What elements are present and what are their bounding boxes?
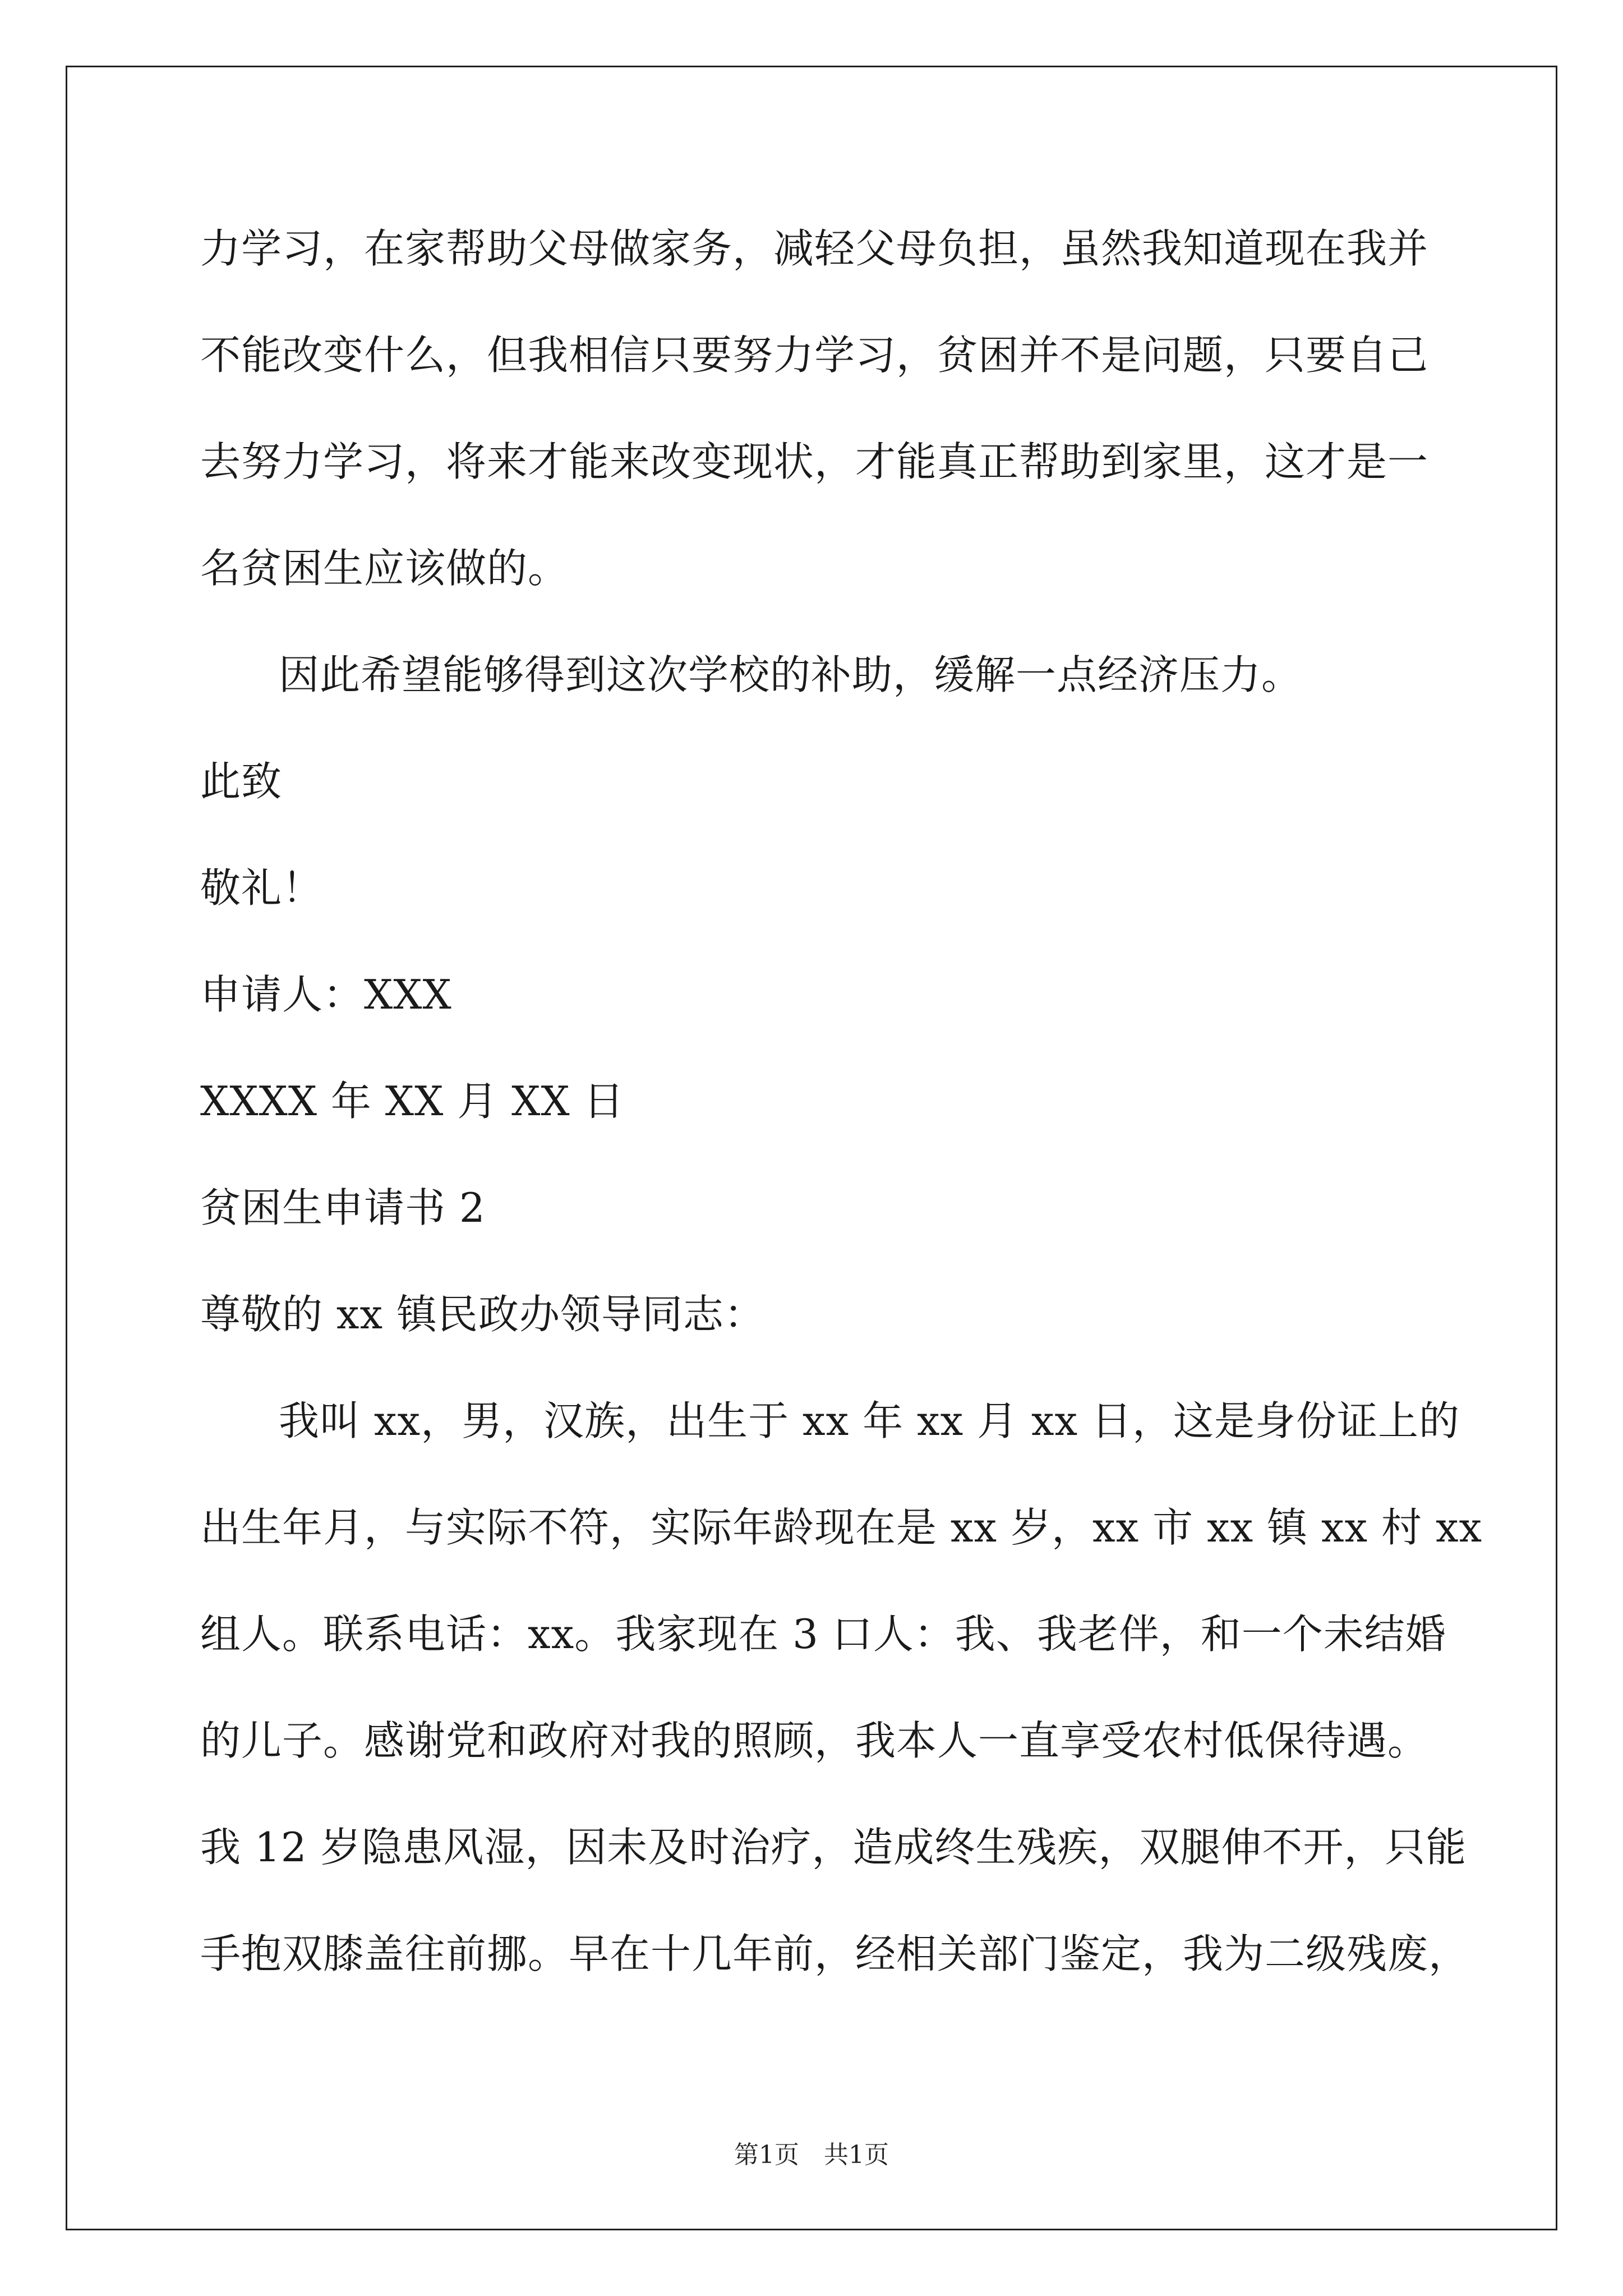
body-text-line: 去努力学习，将来才能来改变现状，才能真正帮助到家里，这才是一 <box>200 438 1429 485</box>
body-text-line: 不能改变什么，但我相信只要努力学习，贫困并不是问题，只要自己 <box>200 332 1429 379</box>
body-text-line: 力学习，在家帮助父母做家务，减轻父母负担，虽然我知道现在我并 <box>200 225 1429 272</box>
body-text-line: 出生年月，与实际不符，实际年龄现在是 xx 岁，xx 市 xx 镇 xx 村 xx <box>200 1504 1483 1551</box>
greeting-line: 尊敬的 xx 镇民政办领导同志： <box>200 1291 765 1338</box>
page-border <box>66 66 1557 2230</box>
body-text-line: 组人。联系电话：xx。我家现在 3 口人：我、我老伴，和一个未结婚 <box>200 1611 1446 1658</box>
section-title: 贫困生申请书 2 <box>200 1184 486 1231</box>
body-text-line: 的儿子。感谢党和政府对我的照顾，我本人一直享受农村低保待遇。 <box>200 1717 1429 1764</box>
applicant-name: 申请人：XXX <box>200 971 452 1018</box>
body-text-line: 名贫困生应该做的。 <box>200 545 569 592</box>
closing-salutation: 此致 <box>200 758 283 805</box>
body-text-line: 我 12 岁隐患风湿，因未及时治疗，造成终生残疾，双腿伸不开，只能 <box>200 1824 1467 1871</box>
date-line: XXXX 年 XX 月 XX 日 <box>200 1078 625 1125</box>
closing-regards: 敬礼！ <box>200 864 324 912</box>
page-footer: 第1页 共1页 <box>734 2141 889 2169</box>
body-text-line: 我叫 xx，男，汉族，出生于 xx 年 xx 月 xx 日，这是身份证上的 <box>279 1397 1460 1444</box>
body-text-line: 因此希望能够得到这次学校的补助，缓解一点经济压力。 <box>279 651 1303 698</box>
body-text-line: 手抱双膝盖往前挪。早在十几年前，经相关部门鉴定，我为二级残废， <box>200 1930 1470 1977</box>
